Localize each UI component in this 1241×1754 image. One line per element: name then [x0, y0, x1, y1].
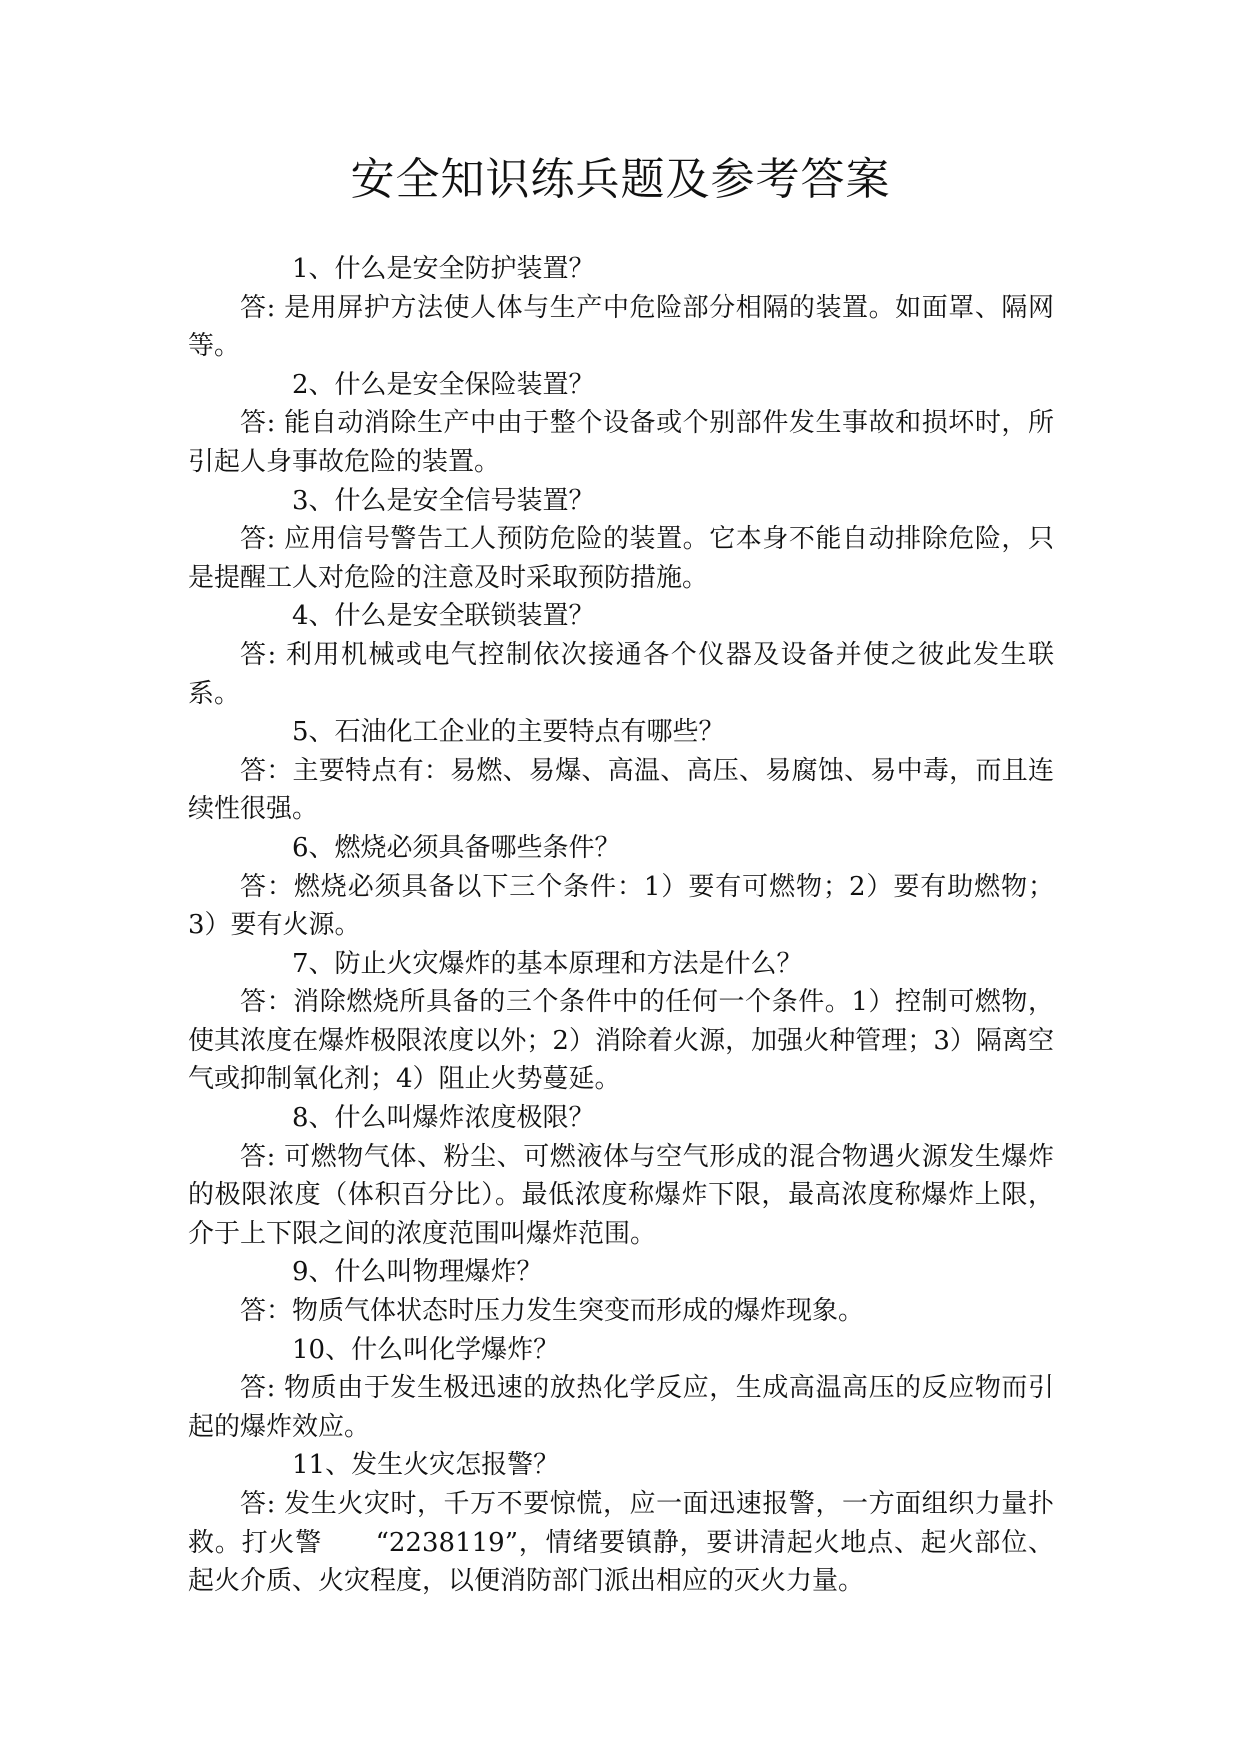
question-4	[188, 597, 1054, 636]
question-number: 7、	[292, 948, 335, 979]
answer-3: 答: 应用信号警告工人预防危险的装置。它本身不能自动排除危险，只是提醒工人对危险的注意及时采取预防措施。	[188, 524, 1054, 593]
question-text: 石油化工企业的主要特点有哪些？	[334, 717, 725, 748]
question-number: 4、	[292, 601, 335, 632]
question-text: 发生火灾怎报警？	[351, 1450, 560, 1481]
answer-7: 答：消除燃烧所具备的三个条件中的任何一个条件。1）控制可燃物，使其浓度在爆炸极限浓度以外；2）消除着火源，加强火种管理；3）隔离空气或抑制氧化剂；4）阻止火势蔓延。	[188, 987, 1054, 1095]
question-1	[188, 250, 1054, 289]
question-number: 1、	[292, 254, 335, 284]
question-5	[188, 713, 1054, 752]
question-text: 什么是安全信号装置？	[334, 485, 595, 516]
question-number: 3、	[292, 485, 335, 516]
answer-8: 答: 可燃物气体、粉尘、可燃液体与空气形成的混合物遇火源发生爆炸的极限浓度（体积百分比）。最低浓度称爆炸下限，最高浓度称爆炸上限，介于上下限之间的浓度范围叫爆炸范围。	[188, 1141, 1054, 1249]
answer-2: 答: 能自动消除生产中由于整个设备或个别部件发生事故和损坏时，所引起人身事故危险的装置。	[188, 408, 1054, 477]
question-number: 5、	[292, 717, 335, 748]
question-11	[188, 1446, 1054, 1485]
question-text: 什么叫化学爆炸？	[351, 1334, 560, 1365]
answer-1: 答: 是用屏护方法使人体与生产中危险部分相隔的装置。如面罩、隔网等。	[188, 292, 1054, 362]
question-number: 9、	[292, 1257, 335, 1288]
question-text: 什么叫物理爆炸？	[334, 1257, 543, 1288]
question-text: 什么是安全保险装置？	[334, 369, 595, 400]
page-title: 安全知识练兵题及参考答案	[350, 154, 891, 205]
answer-4: 答: 利用机械或电气控制依次接通各个仪器及设备并使之彼此发生联系。	[188, 639, 1054, 709]
question-9	[188, 1253, 1054, 1292]
question-text: 什么是安全联锁装置？	[334, 601, 595, 632]
question-text: 什么是安全防护装置？	[334, 254, 595, 284]
question-8	[188, 1099, 1054, 1138]
question-number: 8、	[292, 1103, 335, 1134]
answer-9: 答：物质气体状态时压力发生突变而形成的爆炸现象。	[240, 1296, 865, 1327]
question-text: 什么叫爆炸浓度极限？	[334, 1103, 595, 1134]
question-number: 10、	[292, 1334, 352, 1365]
answer-11: 答: 发生火灾时，千万不要惊慌，应一面迅速报警，一方面组织力量扑救。打火警 “2238119”，情绪要镇静，要讲清起火地点、起火部位、起火介质、火灾程度，以便消防部门派出相应的灭火力量。	[188, 1489, 1054, 1597]
question-number: 11、	[292, 1450, 352, 1481]
question-7	[188, 945, 1054, 984]
question-number: 6、	[292, 832, 335, 863]
question-3	[188, 482, 1054, 521]
question-number: 2、	[292, 369, 335, 400]
answer-6: 答：燃烧必须具备以下三个条件：1）要有可燃物；2）要有助燃物；3）要有火源。	[188, 871, 1054, 941]
question-2	[188, 366, 1054, 405]
question-text: 燃烧必须具备哪些条件？	[334, 832, 621, 863]
question-6	[188, 829, 1054, 868]
question-text: 防止火灾爆炸的基本原理和方法是什么？	[334, 948, 803, 979]
answer-5: 答：主要特点有：易燃、易爆、高温、高压、易腐蚀、易中毒，而且连续性很强。	[188, 755, 1054, 825]
qa-list	[188, 250, 1054, 1601]
answer-10: 答: 物质由于发生极迅速的放热化学反应，生成高温高压的反应物而引起的爆炸效应。	[188, 1373, 1054, 1442]
question-10	[188, 1331, 1054, 1370]
